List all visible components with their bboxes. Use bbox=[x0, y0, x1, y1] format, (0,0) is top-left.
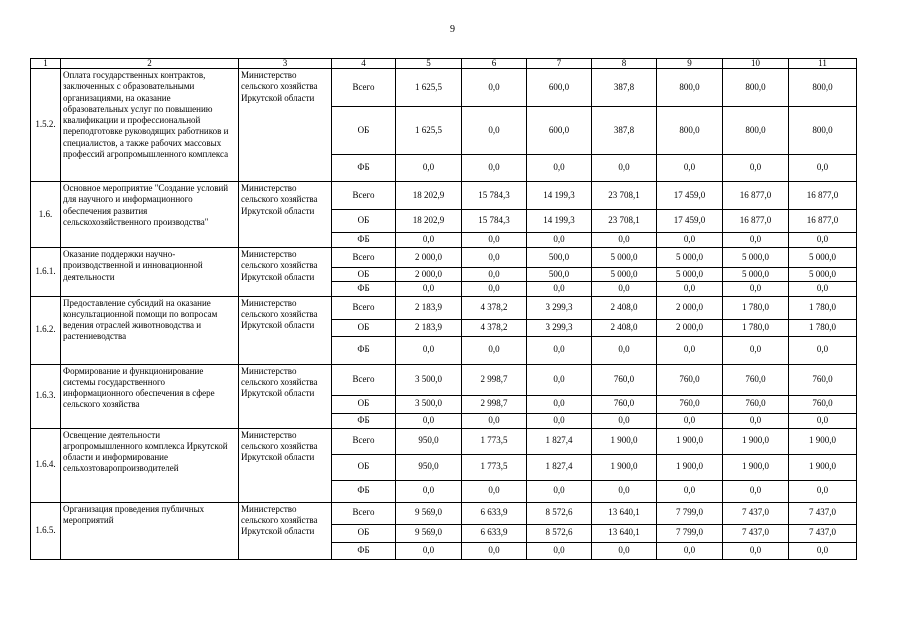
amount-cell: 0,0 bbox=[527, 480, 592, 502]
amount-cell: 9 569,0 bbox=[396, 502, 462, 524]
amount-cell: 1 780,0 bbox=[789, 319, 857, 336]
amount-cell: 0,0 bbox=[462, 248, 527, 268]
amount-cell: 7 437,0 bbox=[789, 502, 857, 524]
budget-table bbox=[30, 58, 857, 560]
amount-cell: 1 900,0 bbox=[789, 454, 857, 480]
funding-source: ФБ bbox=[332, 155, 396, 182]
amount-cell: 0,0 bbox=[462, 282, 527, 296]
amount-cell: 1 827,4 bbox=[527, 428, 592, 454]
item-code: 1.6.4. bbox=[31, 428, 61, 502]
amount-cell: 800,0 bbox=[723, 69, 789, 107]
column-header: 10 bbox=[723, 59, 789, 69]
funding-source: Всего bbox=[332, 364, 396, 395]
table-body bbox=[31, 69, 857, 560]
amount-cell: 2 000,0 bbox=[396, 248, 462, 268]
funding-source: ОБ bbox=[332, 210, 396, 233]
amount-cell: 1 900,0 bbox=[657, 454, 723, 480]
amount-cell: 387,8 bbox=[592, 69, 657, 107]
amount-cell: 23 708,1 bbox=[592, 182, 657, 210]
funding-source: ФБ bbox=[332, 480, 396, 502]
amount-cell: 0,0 bbox=[527, 155, 592, 182]
funding-source: ФБ bbox=[332, 233, 396, 248]
amount-cell: 16 877,0 bbox=[723, 210, 789, 233]
column-number-row bbox=[31, 59, 857, 69]
funding-source: Всего bbox=[332, 69, 396, 107]
amount-cell: 5 000,0 bbox=[657, 268, 723, 282]
amount-cell: 387,8 bbox=[592, 107, 657, 155]
amount-cell: 18 202,9 bbox=[396, 210, 462, 233]
amount-cell: 0,0 bbox=[462, 268, 527, 282]
item-name: Предоставление субсидий на оказание консультационной помощи по вопросам ведения отраслей животноводства и растениеводства bbox=[61, 296, 239, 364]
amount-cell: 1 900,0 bbox=[789, 428, 857, 454]
amount-cell: 1 773,5 bbox=[462, 454, 527, 480]
item-code: 1.6.3. bbox=[31, 364, 61, 428]
funding-source: ОБ bbox=[332, 395, 396, 413]
amount-cell: 0,0 bbox=[396, 282, 462, 296]
funding-source: Всего bbox=[332, 182, 396, 210]
amount-cell: 500,0 bbox=[527, 268, 592, 282]
amount-cell: 2 998,7 bbox=[462, 395, 527, 413]
amount-cell: 23 708,1 bbox=[592, 210, 657, 233]
amount-cell: 14 199,3 bbox=[527, 182, 592, 210]
amount-cell: 760,0 bbox=[789, 364, 857, 395]
funding-source: ФБ bbox=[332, 282, 396, 296]
table-row bbox=[31, 428, 857, 454]
amount-cell: 0,0 bbox=[657, 155, 723, 182]
amount-cell: 7 437,0 bbox=[723, 502, 789, 524]
amount-cell: 8 572,6 bbox=[527, 502, 592, 524]
column-header: 3 bbox=[239, 59, 332, 69]
funding-source: ОБ bbox=[332, 107, 396, 155]
column-header: 11 bbox=[789, 59, 857, 69]
amount-cell: 13 640,1 bbox=[592, 524, 657, 542]
column-header: 9 bbox=[657, 59, 723, 69]
amount-cell: 3 500,0 bbox=[396, 395, 462, 413]
amount-cell: 0,0 bbox=[592, 542, 657, 559]
amount-cell: 1 900,0 bbox=[592, 454, 657, 480]
amount-cell: 17 459,0 bbox=[657, 210, 723, 233]
amount-cell: 0,0 bbox=[657, 336, 723, 364]
amount-cell: 1 827,4 bbox=[527, 454, 592, 480]
amount-cell: 13 640,1 bbox=[592, 502, 657, 524]
amount-cell: 500,0 bbox=[527, 248, 592, 268]
amount-cell: 600,0 bbox=[527, 69, 592, 107]
responsible-organization: Министерство сельского хозяйства Иркутской области bbox=[239, 248, 332, 297]
amount-cell: 0,0 bbox=[789, 282, 857, 296]
amount-cell: 760,0 bbox=[592, 395, 657, 413]
amount-cell: 4 378,2 bbox=[462, 296, 527, 319]
amount-cell: 18 202,9 bbox=[396, 182, 462, 210]
table-row bbox=[31, 182, 857, 210]
column-header: 5 bbox=[396, 59, 462, 69]
amount-cell: 800,0 bbox=[723, 107, 789, 155]
amount-cell: 16 877,0 bbox=[723, 182, 789, 210]
amount-cell: 5 000,0 bbox=[723, 268, 789, 282]
amount-cell: 0,0 bbox=[527, 282, 592, 296]
amount-cell: 2 183,9 bbox=[396, 296, 462, 319]
amount-cell: 1 780,0 bbox=[723, 296, 789, 319]
amount-cell: 3 299,3 bbox=[527, 296, 592, 319]
amount-cell: 0,0 bbox=[723, 480, 789, 502]
amount-cell: 6 633,9 bbox=[462, 524, 527, 542]
amount-cell: 0,0 bbox=[396, 480, 462, 502]
amount-cell: 0,0 bbox=[396, 542, 462, 559]
funding-source: ОБ bbox=[332, 524, 396, 542]
column-header: 1 bbox=[31, 59, 61, 69]
amount-cell: 2 000,0 bbox=[657, 319, 723, 336]
amount-cell: 1 625,5 bbox=[396, 107, 462, 155]
amount-cell: 0,0 bbox=[657, 233, 723, 248]
amount-cell: 0,0 bbox=[462, 336, 527, 364]
amount-cell: 5 000,0 bbox=[723, 248, 789, 268]
amount-cell: 760,0 bbox=[592, 364, 657, 395]
amount-cell: 800,0 bbox=[789, 107, 857, 155]
amount-cell: 0,0 bbox=[789, 336, 857, 364]
item-name: Основное мероприятие "Создание условий для научного и информационного обеспечения развития сельскохозяйственного производства" bbox=[61, 182, 239, 248]
responsible-organization: Министерство сельского хозяйства Иркутской области bbox=[239, 296, 332, 364]
amount-cell: 1 780,0 bbox=[723, 319, 789, 336]
amount-cell: 2 000,0 bbox=[396, 268, 462, 282]
item-name: Формирование и функционирование системы государственного информационного обеспечения в сфере сельского хозяйства bbox=[61, 364, 239, 428]
amount-cell: 3 500,0 bbox=[396, 364, 462, 395]
amount-cell: 2 998,7 bbox=[462, 364, 527, 395]
amount-cell: 760,0 bbox=[657, 395, 723, 413]
amount-cell: 800,0 bbox=[657, 107, 723, 155]
amount-cell: 7 799,0 bbox=[657, 502, 723, 524]
amount-cell: 14 199,3 bbox=[527, 210, 592, 233]
amount-cell: 5 000,0 bbox=[592, 248, 657, 268]
amount-cell: 16 877,0 bbox=[789, 210, 857, 233]
amount-cell: 0,0 bbox=[592, 480, 657, 502]
column-header: 2 bbox=[61, 59, 239, 69]
amount-cell: 7 799,0 bbox=[657, 524, 723, 542]
amount-cell: 0,0 bbox=[462, 69, 527, 107]
amount-cell: 0,0 bbox=[723, 282, 789, 296]
amount-cell: 0,0 bbox=[789, 542, 857, 559]
amount-cell: 8 572,6 bbox=[527, 524, 592, 542]
table-row bbox=[31, 69, 857, 107]
item-code: 1.6.2. bbox=[31, 296, 61, 364]
amount-cell: 0,0 bbox=[527, 336, 592, 364]
amount-cell: 950,0 bbox=[396, 454, 462, 480]
responsible-organization: Министерство сельского хозяйства Иркутской области bbox=[239, 69, 332, 182]
amount-cell: 5 000,0 bbox=[789, 248, 857, 268]
amount-cell: 0,0 bbox=[657, 282, 723, 296]
amount-cell: 16 877,0 bbox=[789, 182, 857, 210]
amount-cell: 0,0 bbox=[396, 233, 462, 248]
table-row bbox=[31, 296, 857, 319]
amount-cell: 5 000,0 bbox=[657, 248, 723, 268]
column-header: 6 bbox=[462, 59, 527, 69]
amount-cell: 0,0 bbox=[723, 542, 789, 559]
amount-cell: 0,0 bbox=[396, 336, 462, 364]
table-row bbox=[31, 364, 857, 395]
amount-cell: 0,0 bbox=[789, 155, 857, 182]
amount-cell: 1 780,0 bbox=[789, 296, 857, 319]
amount-cell: 0,0 bbox=[723, 155, 789, 182]
responsible-organization: Министерство сельского хозяйства Иркутской области bbox=[239, 182, 332, 248]
amount-cell: 760,0 bbox=[723, 364, 789, 395]
amount-cell: 600,0 bbox=[527, 107, 592, 155]
amount-cell: 0,0 bbox=[527, 542, 592, 559]
funding-source: Всего bbox=[332, 296, 396, 319]
item-code: 1.6.5. bbox=[31, 502, 61, 559]
page-number: 9 bbox=[450, 24, 455, 35]
item-code: 1.5.2. bbox=[31, 69, 61, 182]
column-header: 8 bbox=[592, 59, 657, 69]
amount-cell: 0,0 bbox=[462, 542, 527, 559]
amount-cell: 1 625,5 bbox=[396, 69, 462, 107]
amount-cell: 2 408,0 bbox=[592, 319, 657, 336]
amount-cell: 0,0 bbox=[527, 413, 592, 428]
item-name: Оплата государственных контрактов, заключенных с образовательными организациями, на оказание образовательных услуг по повышению квалификации и профессиональной переподготовке руководящих работников и специалистов, а также рабочих массовых профессий агропромышленного комплекса bbox=[61, 69, 239, 182]
amount-cell: 0,0 bbox=[462, 107, 527, 155]
column-header: 4 bbox=[332, 59, 396, 69]
amount-cell: 2 183,9 bbox=[396, 319, 462, 336]
amount-cell: 760,0 bbox=[789, 395, 857, 413]
amount-cell: 1 900,0 bbox=[723, 428, 789, 454]
table-row bbox=[31, 502, 857, 524]
funding-source: ОБ bbox=[332, 268, 396, 282]
amount-cell: 15 784,3 bbox=[462, 182, 527, 210]
amount-cell: 1 773,5 bbox=[462, 428, 527, 454]
funding-source: ФБ bbox=[332, 542, 396, 559]
amount-cell: 0,0 bbox=[723, 336, 789, 364]
amount-cell: 0,0 bbox=[723, 413, 789, 428]
funding-source: Всего bbox=[332, 502, 396, 524]
funding-source: Всего bbox=[332, 428, 396, 454]
amount-cell: 2 408,0 bbox=[592, 296, 657, 319]
amount-cell: 6 633,9 bbox=[462, 502, 527, 524]
amount-cell: 0,0 bbox=[527, 364, 592, 395]
amount-cell: 5 000,0 bbox=[592, 268, 657, 282]
amount-cell: 0,0 bbox=[592, 413, 657, 428]
amount-cell: 0,0 bbox=[789, 480, 857, 502]
amount-cell: 0,0 bbox=[462, 413, 527, 428]
amount-cell: 5 000,0 bbox=[789, 268, 857, 282]
amount-cell: 1 900,0 bbox=[723, 454, 789, 480]
amount-cell: 4 378,2 bbox=[462, 319, 527, 336]
amount-cell: 0,0 bbox=[657, 480, 723, 502]
amount-cell: 760,0 bbox=[657, 364, 723, 395]
amount-cell: 1 900,0 bbox=[657, 428, 723, 454]
amount-cell: 0,0 bbox=[396, 155, 462, 182]
amount-cell: 950,0 bbox=[396, 428, 462, 454]
amount-cell: 0,0 bbox=[592, 155, 657, 182]
amount-cell: 0,0 bbox=[527, 233, 592, 248]
funding-source: ОБ bbox=[332, 319, 396, 336]
amount-cell: 0,0 bbox=[657, 413, 723, 428]
amount-cell: 0,0 bbox=[462, 155, 527, 182]
amount-cell: 2 000,0 bbox=[657, 296, 723, 319]
amount-cell: 0,0 bbox=[723, 233, 789, 248]
table-row bbox=[31, 248, 857, 268]
amount-cell: 15 784,3 bbox=[462, 210, 527, 233]
funding-source: ФБ bbox=[332, 336, 396, 364]
item-name: Освещение деятельности агропромышленного комплекса Иркутской области и информирование сельхозтоваропроизводителей bbox=[61, 428, 239, 502]
amount-cell: 7 437,0 bbox=[789, 524, 857, 542]
amount-cell: 760,0 bbox=[723, 395, 789, 413]
amount-cell: 0,0 bbox=[789, 233, 857, 248]
amount-cell: 0,0 bbox=[396, 413, 462, 428]
item-code: 1.6.1. bbox=[31, 248, 61, 297]
responsible-organization: Министерство сельского хозяйства Иркутской области bbox=[239, 428, 332, 502]
item-code: 1.6. bbox=[31, 182, 61, 248]
amount-cell: 17 459,0 bbox=[657, 182, 723, 210]
responsible-organization: Министерство сельского хозяйства Иркутской области bbox=[239, 364, 332, 428]
funding-source: Всего bbox=[332, 248, 396, 268]
amount-cell: 3 299,3 bbox=[527, 319, 592, 336]
responsible-organization: Министерство сельского хозяйства Иркутской области bbox=[239, 502, 332, 559]
amount-cell: 0,0 bbox=[462, 233, 527, 248]
amount-cell: 1 900,0 bbox=[592, 428, 657, 454]
amount-cell: 0,0 bbox=[462, 480, 527, 502]
funding-source: ФБ bbox=[332, 413, 396, 428]
amount-cell: 0,0 bbox=[657, 542, 723, 559]
amount-cell: 9 569,0 bbox=[396, 524, 462, 542]
funding-source: ОБ bbox=[332, 454, 396, 480]
amount-cell: 0,0 bbox=[592, 282, 657, 296]
amount-cell: 0,0 bbox=[789, 413, 857, 428]
amount-cell: 800,0 bbox=[657, 69, 723, 107]
amount-cell: 7 437,0 bbox=[723, 524, 789, 542]
amount-cell: 800,0 bbox=[789, 69, 857, 107]
amount-cell: 0,0 bbox=[592, 233, 657, 248]
amount-cell: 0,0 bbox=[527, 395, 592, 413]
amount-cell: 0,0 bbox=[592, 336, 657, 364]
item-name: Оказание поддержки научно-производственной и инновационной деятельности bbox=[61, 248, 239, 297]
item-name: Организация проведения публичных мероприятий bbox=[61, 502, 239, 559]
column-header: 7 bbox=[527, 59, 592, 69]
